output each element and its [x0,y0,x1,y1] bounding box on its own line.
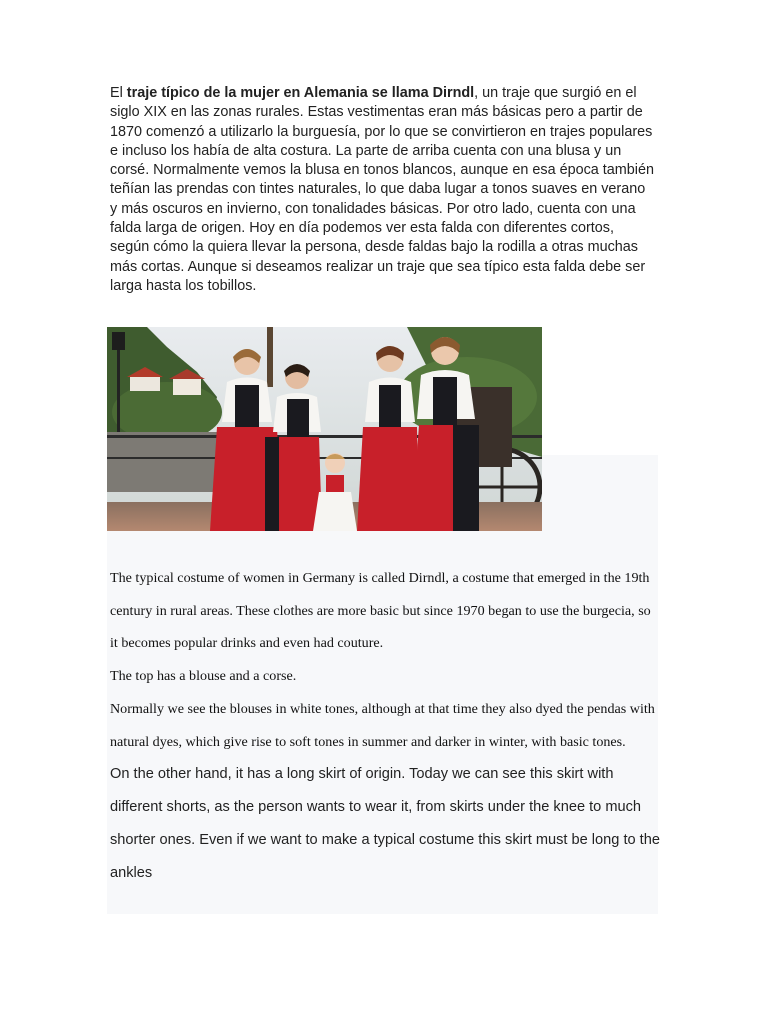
tree-trunk [267,327,273,387]
spanish-bold-phrase: traje típico de la mujer en Alemania se llama Dirndl [126,85,475,101]
dirndl-group-photo [107,327,542,531]
english-paragraph-2: The top has a blouse and a corse. [110,668,297,685]
english-paragraph-3: Normally we see the blouses in white tones, although at that time they also dyed the pendas with natural dyes, which give rise to soft tones in summer and darker in winter, with basic tones. [110,700,655,750]
english-paragraph-4: On the other hand, it has a long skirt of origin. Today we can see this skirt with different shorts, as the person wants to wear it, from skirts under the knee to much shorter ones. Even if we want to make a typical costume this skirt must be long to the ankles [110,766,660,881]
stone-wall [107,432,217,492]
spanish-paragraph [110,84,656,296]
english-translation [110,562,660,889]
house [173,379,201,395]
english-paragraph-1: The typical costume of women in Germany is called Dirndl, a costume that emerged in the 19th century in rural areas. These clothes are more basic but since 1970 began to use the burgecia, so it becomes popular drinks and even had couture. [110,570,651,652]
spanish-body: , un traje que surgió en el siglo XIX en las zonas rurales. Estas vestimentas eran más básicas pero a partir de 1870 comenzó a utilizarlo la burguesía, por lo que se convirtieron en trajes populares e incluso los había de alta costura. La parte de arriba cuenta con una blusa y un corsé. Normalmente vemos la blusa en tonos blancos, aunque en esa época también teñían las prendas con tintes naturales, lo que daba lugar a tonos suaves en verano y más oscuros en invierno, con tonalidades básicas. Por otro lado, cuenta con una falda larga de origen. Hoy en día podemos ver esta falda con diferentes cortos, según cómo la quiera llevar la persona, desde faldas bajo la rodilla a otras muchas más cortas. Aunque si deseamos realizar un traje que sea típico esta falda debe ser larga hasta los tobillos. [110,85,654,294]
lamp-post [117,347,120,437]
lamp [112,332,125,350]
spanish-intro: El [110,85,127,101]
house [130,377,160,391]
